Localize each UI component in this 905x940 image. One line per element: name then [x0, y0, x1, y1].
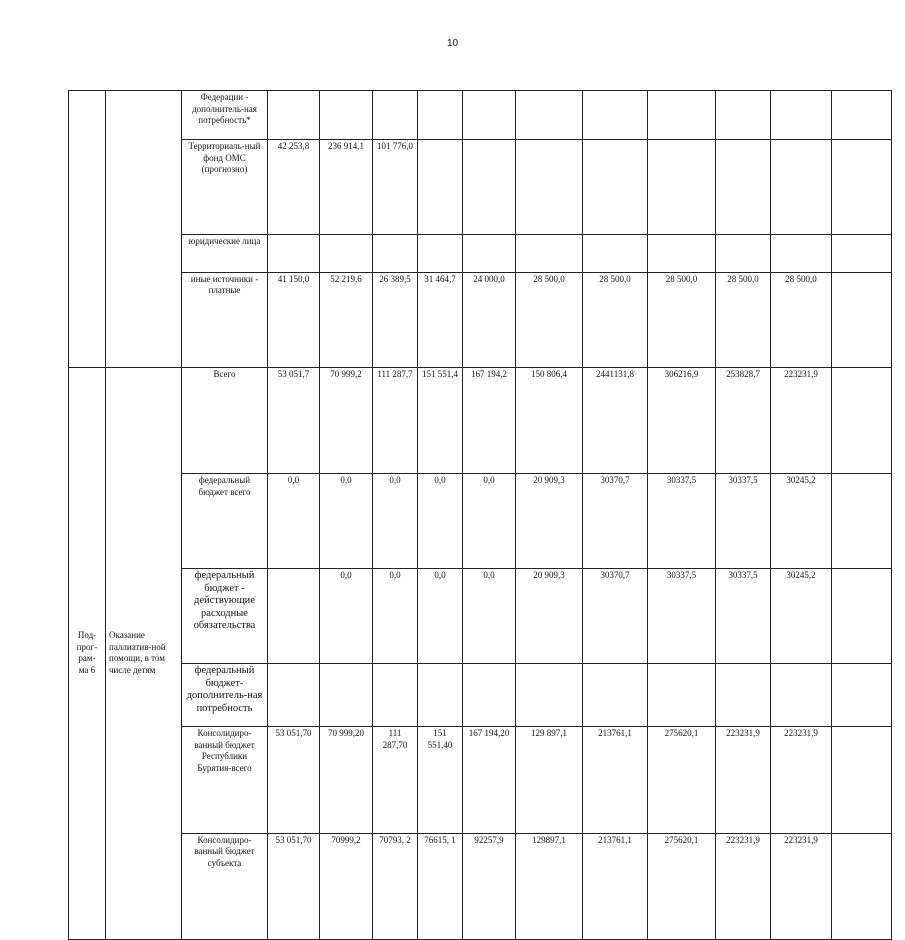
value-cell: [648, 664, 716, 727]
value-cell: 26 389,5: [373, 272, 418, 367]
value-cell: [583, 91, 648, 140]
value-cell: [832, 367, 892, 474]
value-cell: [418, 664, 463, 727]
value-cell: [320, 235, 373, 273]
row-label: федеральный бюджет - действующие расходные обязательства: [182, 569, 268, 664]
value-cell: [716, 140, 771, 235]
value-cell: 167 194,2: [463, 367, 516, 474]
row-label: иные источники - платные: [182, 272, 268, 367]
value-cell: [832, 569, 892, 664]
value-cell: [268, 569, 320, 664]
value-cell: 41 150,0: [268, 272, 320, 367]
value-cell: [516, 91, 583, 140]
row-label: федеральный бюджет-дополнитель-ная потребность: [182, 664, 268, 727]
value-cell: 151 551,40: [418, 727, 463, 834]
table-row: [69, 91, 892, 140]
value-cell: 223231,9: [716, 833, 771, 940]
table-row: [69, 569, 892, 664]
value-cell: 28 500,0: [716, 272, 771, 367]
value-cell: 0,0: [320, 474, 373, 569]
value-cell: 28 500,0: [583, 272, 648, 367]
value-cell: 30337,5: [716, 474, 771, 569]
value-cell: 0,0: [463, 474, 516, 569]
value-cell: [771, 235, 832, 273]
value-cell: [648, 91, 716, 140]
value-cell: 223231,9: [771, 833, 832, 940]
value-cell: [268, 235, 320, 273]
value-cell: 223231,9: [716, 727, 771, 834]
value-cell: [771, 140, 832, 235]
value-cell: 53 051,70: [268, 727, 320, 834]
row-label: федеральный бюджет всего: [182, 474, 268, 569]
value-cell: [516, 140, 583, 235]
value-cell: 0,0: [418, 474, 463, 569]
value-cell: 167 194,20: [463, 727, 516, 834]
value-cell: [716, 235, 771, 273]
value-cell: 101 776,0: [373, 140, 418, 235]
value-cell: 20 909,3: [516, 474, 583, 569]
value-cell: [648, 140, 716, 235]
value-cell: 70 999,20: [320, 727, 373, 834]
value-cell: [583, 664, 648, 727]
value-cell: 30337,5: [648, 474, 716, 569]
value-cell: 129897,1: [516, 833, 583, 940]
value-cell: [832, 727, 892, 834]
value-cell: 151 551,4: [418, 367, 463, 474]
table-row: [69, 235, 892, 273]
value-cell: [463, 664, 516, 727]
value-cell: 53 051,7: [268, 367, 320, 474]
value-cell: 223231,9: [771, 367, 832, 474]
page-number: 10: [446, 38, 459, 49]
value-cell: [832, 474, 892, 569]
value-cell: 111 287,70: [373, 727, 418, 834]
value-cell: 52 219,6: [320, 272, 373, 367]
value-cell: 30337,5: [716, 569, 771, 664]
row-label: Территориаль-ный фонд ОМС (прогнозно): [182, 140, 268, 235]
value-cell: [832, 235, 892, 273]
value-cell: [516, 664, 583, 727]
value-cell: 42 253,8: [268, 140, 320, 235]
value-cell: 70793, 2: [373, 833, 418, 940]
table-row: [69, 367, 892, 474]
value-cell: 236 914,1: [320, 140, 373, 235]
value-cell: [583, 235, 648, 273]
value-cell: 223231,9: [771, 727, 832, 834]
value-cell: 76615, 1: [418, 833, 463, 940]
value-cell: 0,0: [373, 569, 418, 664]
value-cell: [373, 91, 418, 140]
value-cell: [373, 664, 418, 727]
budget-table: [68, 90, 892, 940]
value-cell: 31 464,7: [418, 272, 463, 367]
table-row: [69, 664, 892, 727]
empty-cell: [106, 91, 182, 368]
value-cell: 70999,2: [320, 833, 373, 940]
table-row: [69, 140, 892, 235]
value-cell: 129 897,1: [516, 727, 583, 834]
value-cell: 213761,1: [583, 833, 648, 940]
value-cell: 0,0: [463, 569, 516, 664]
value-cell: 306216,9: [648, 367, 716, 474]
value-cell: 92257,9: [463, 833, 516, 940]
value-cell: [832, 272, 892, 367]
value-cell: 275620,1: [648, 833, 716, 940]
value-cell: 20 909,3: [516, 569, 583, 664]
value-cell: 0,0: [268, 474, 320, 569]
value-cell: 30370,7: [583, 474, 648, 569]
value-cell: 111 287,7: [373, 367, 418, 474]
value-cell: [771, 91, 832, 140]
value-cell: 28 500,0: [648, 272, 716, 367]
value-cell: [320, 91, 373, 140]
value-cell: 24 000,0: [463, 272, 516, 367]
value-cell: [320, 664, 373, 727]
value-cell: [268, 91, 320, 140]
value-cell: [463, 235, 516, 273]
value-cell: 0,0: [373, 474, 418, 569]
value-cell: 28 500,0: [516, 272, 583, 367]
value-cell: 30337,5: [648, 569, 716, 664]
value-cell: [832, 91, 892, 140]
value-cell: [716, 664, 771, 727]
value-cell: 30245,2: [771, 569, 832, 664]
value-cell: [418, 140, 463, 235]
row-label: Консолидиро-ванный бюджет Республики Бурятия-всего: [182, 727, 268, 834]
table-row: [69, 727, 892, 834]
value-cell: 275620,1: [648, 727, 716, 834]
value-cell: 2441131,8: [583, 367, 648, 474]
value-cell: 28 500,0: [771, 272, 832, 367]
value-cell: [832, 833, 892, 940]
row-label: Всего: [182, 367, 268, 474]
value-cell: [463, 91, 516, 140]
empty-cell: [69, 91, 106, 368]
value-cell: [832, 664, 892, 727]
value-cell: 30245,2: [771, 474, 832, 569]
row-label: Консолидиро-ванный бюджет субъекта: [182, 833, 268, 940]
table-row: [69, 474, 892, 569]
value-cell: [648, 235, 716, 273]
value-cell: [418, 235, 463, 273]
subprogram-label: Под- прог- рам- ма 6: [69, 367, 106, 940]
row-label: Федерации - дополнитель-ная потребность*: [182, 91, 268, 140]
value-cell: 0,0: [418, 569, 463, 664]
value-cell: [463, 140, 516, 235]
value-cell: 150 806,4: [516, 367, 583, 474]
value-cell: [418, 91, 463, 140]
value-cell: [832, 140, 892, 235]
value-cell: 30370,7: [583, 569, 648, 664]
table-row: [69, 272, 892, 367]
value-cell: 213761,1: [583, 727, 648, 834]
value-cell: [716, 91, 771, 140]
row-label: юридические лица: [182, 235, 268, 273]
value-cell: 253828,7: [716, 367, 771, 474]
table-row: [69, 833, 892, 940]
value-cell: 70 999,2: [320, 367, 373, 474]
subprogram-name: Оказание паллиатив-ной помощи, в том числе детям: [106, 367, 182, 940]
value-cell: 0,0: [320, 569, 373, 664]
value-cell: [771, 664, 832, 727]
value-cell: [516, 235, 583, 273]
value-cell: [583, 140, 648, 235]
value-cell: [268, 664, 320, 727]
value-cell: [373, 235, 418, 273]
value-cell: 53 051,70: [268, 833, 320, 940]
